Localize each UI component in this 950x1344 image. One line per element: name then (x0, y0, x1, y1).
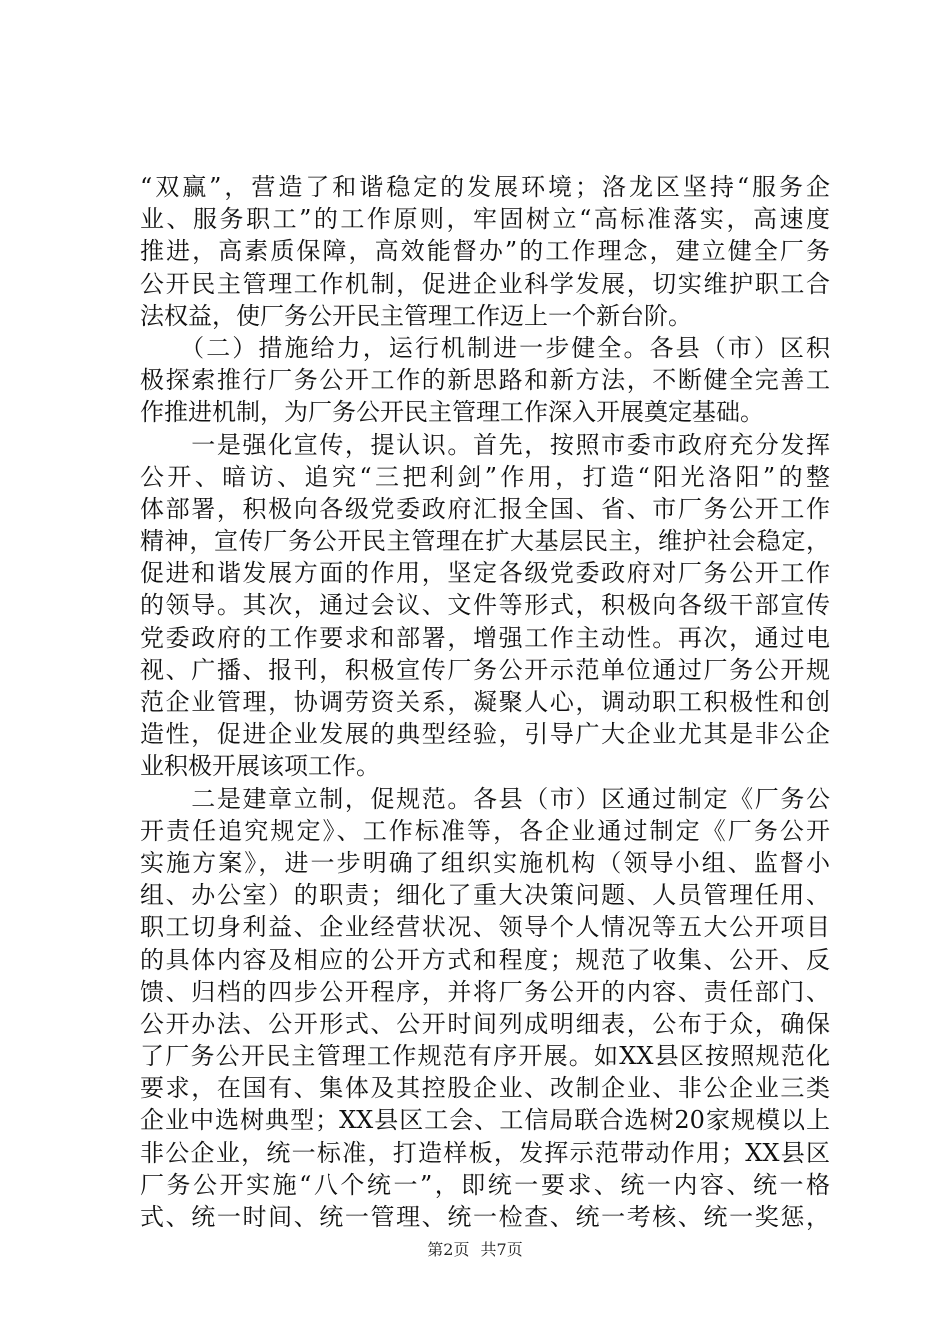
text-line: 实施方案》，进一步明确了组织实施机构（领导小组、监督小 (140, 848, 830, 877)
text-line: 党委政府的工作要求和部署，增强工作主动性。再次，通过电 (140, 623, 830, 652)
page-number: 第2页 (427, 1240, 470, 1259)
text-line: 非公企业，统一标准，打造样板，发挥示范带动作用；XX县区 (140, 1138, 830, 1167)
text-line: 作推进机制，为厂务公开民主管理工作深入开展奠定基础。 (140, 398, 764, 427)
text-line: 的具体内容及相应的公开方式和程度；规范了收集、公开、反 (140, 945, 830, 974)
text-line: 促进和谐发展方面的作用，坚定各级党委政府对厂务公开工作 (140, 559, 830, 588)
text-line: 厂务公开实施“八个统一”，即统一要求、统一内容、统一格 (140, 1170, 830, 1199)
text-line: 业、服务职工”的工作原则，牢固树立“高标准落实，高速度 (140, 205, 830, 234)
text-line: 造性，促进企业发展的典型经验，引导广大企业尤其是非公企 (140, 720, 830, 749)
text-line: 公开民主管理工作机制，促进企业科学发展，切实维护职工合 (140, 269, 830, 298)
text-line: 了厂务公开民主管理工作规范有序开展。如XX县区按照规范化 (140, 1042, 830, 1071)
text-line: 开责任追究规定》、工作标准等，各企业通过制定《厂务公开 (140, 816, 830, 845)
text-line: 职工切身利益、企业经营状况、领导个人情况等五大公开项目 (140, 913, 830, 942)
text-line: 公开、暗访、追究“三把利剑”作用，打造“阳光洛阳”的整 (140, 462, 830, 491)
text-line: 要求，在国有、集体及其控股企业、改制企业、非公企业三类 (140, 1074, 830, 1103)
text-line: 法权益，使厂务公开民主管理工作迈上一个新台阶。 (140, 301, 692, 330)
text-line: （二）措施给力，运行机制进一步健全。各县（市）区积 (140, 333, 830, 362)
text-line: 馈、归档的四步公开程序，并将厂务公开的内容、责任部门、 (140, 977, 830, 1006)
text-line: 体部署，积极向各级党委政府汇报全国、省、市厂务公开工作 (140, 494, 830, 523)
text-line: 极探索推行厂务公开工作的新思路和新方法，不断健全完善工 (140, 366, 830, 395)
page-footer (0, 1240, 950, 1260)
text-line: 推进，高素质保障，高效能督办”的工作理念，建立健全厂务 (140, 237, 830, 266)
text-line: 业积极开展该项工作。 (140, 752, 380, 781)
text-line: 一是强化宣传，提认识。首先，按照市委市政府充分发挥 (140, 430, 830, 459)
text-line: 企业中选树典型；XX县区工会、工信局联合选树20家规模以上 (140, 1106, 830, 1135)
text-line: 公开办法、公开形式、公开时间列成明细表，公布于众，确保 (140, 1009, 830, 1038)
page-total: 共7页 (480, 1240, 523, 1259)
text-line: 精神，宣传厂务公开民主管理在扩大基层民主，维护社会稳定， (140, 527, 830, 556)
text-line: 的领导。其次，通过会议、文件等形式，积极向各级干部宣传 (140, 591, 830, 620)
text-line: 视、广播、报刊，积极宣传厂务公开示范单位通过厂务公开规 (140, 655, 830, 684)
body-text (140, 171, 830, 1233)
text-line: 组、办公室）的职责；细化了重大决策问题、人员管理任用、 (140, 881, 830, 910)
text-line: 二是建章立制，促规范。各县（市）区通过制定《厂务公 (140, 784, 830, 813)
text-line: “双赢”，营造了和谐稳定的发展环境；洛龙区坚持“服务企 (140, 173, 830, 201)
text-line: 范企业管理，协调劳资关系，凝聚人心，调动职工积极性和创 (140, 688, 830, 716)
text-line: 式、统一时间、统一管理、统一检查、统一考核、统一奖惩， (140, 1203, 830, 1231)
